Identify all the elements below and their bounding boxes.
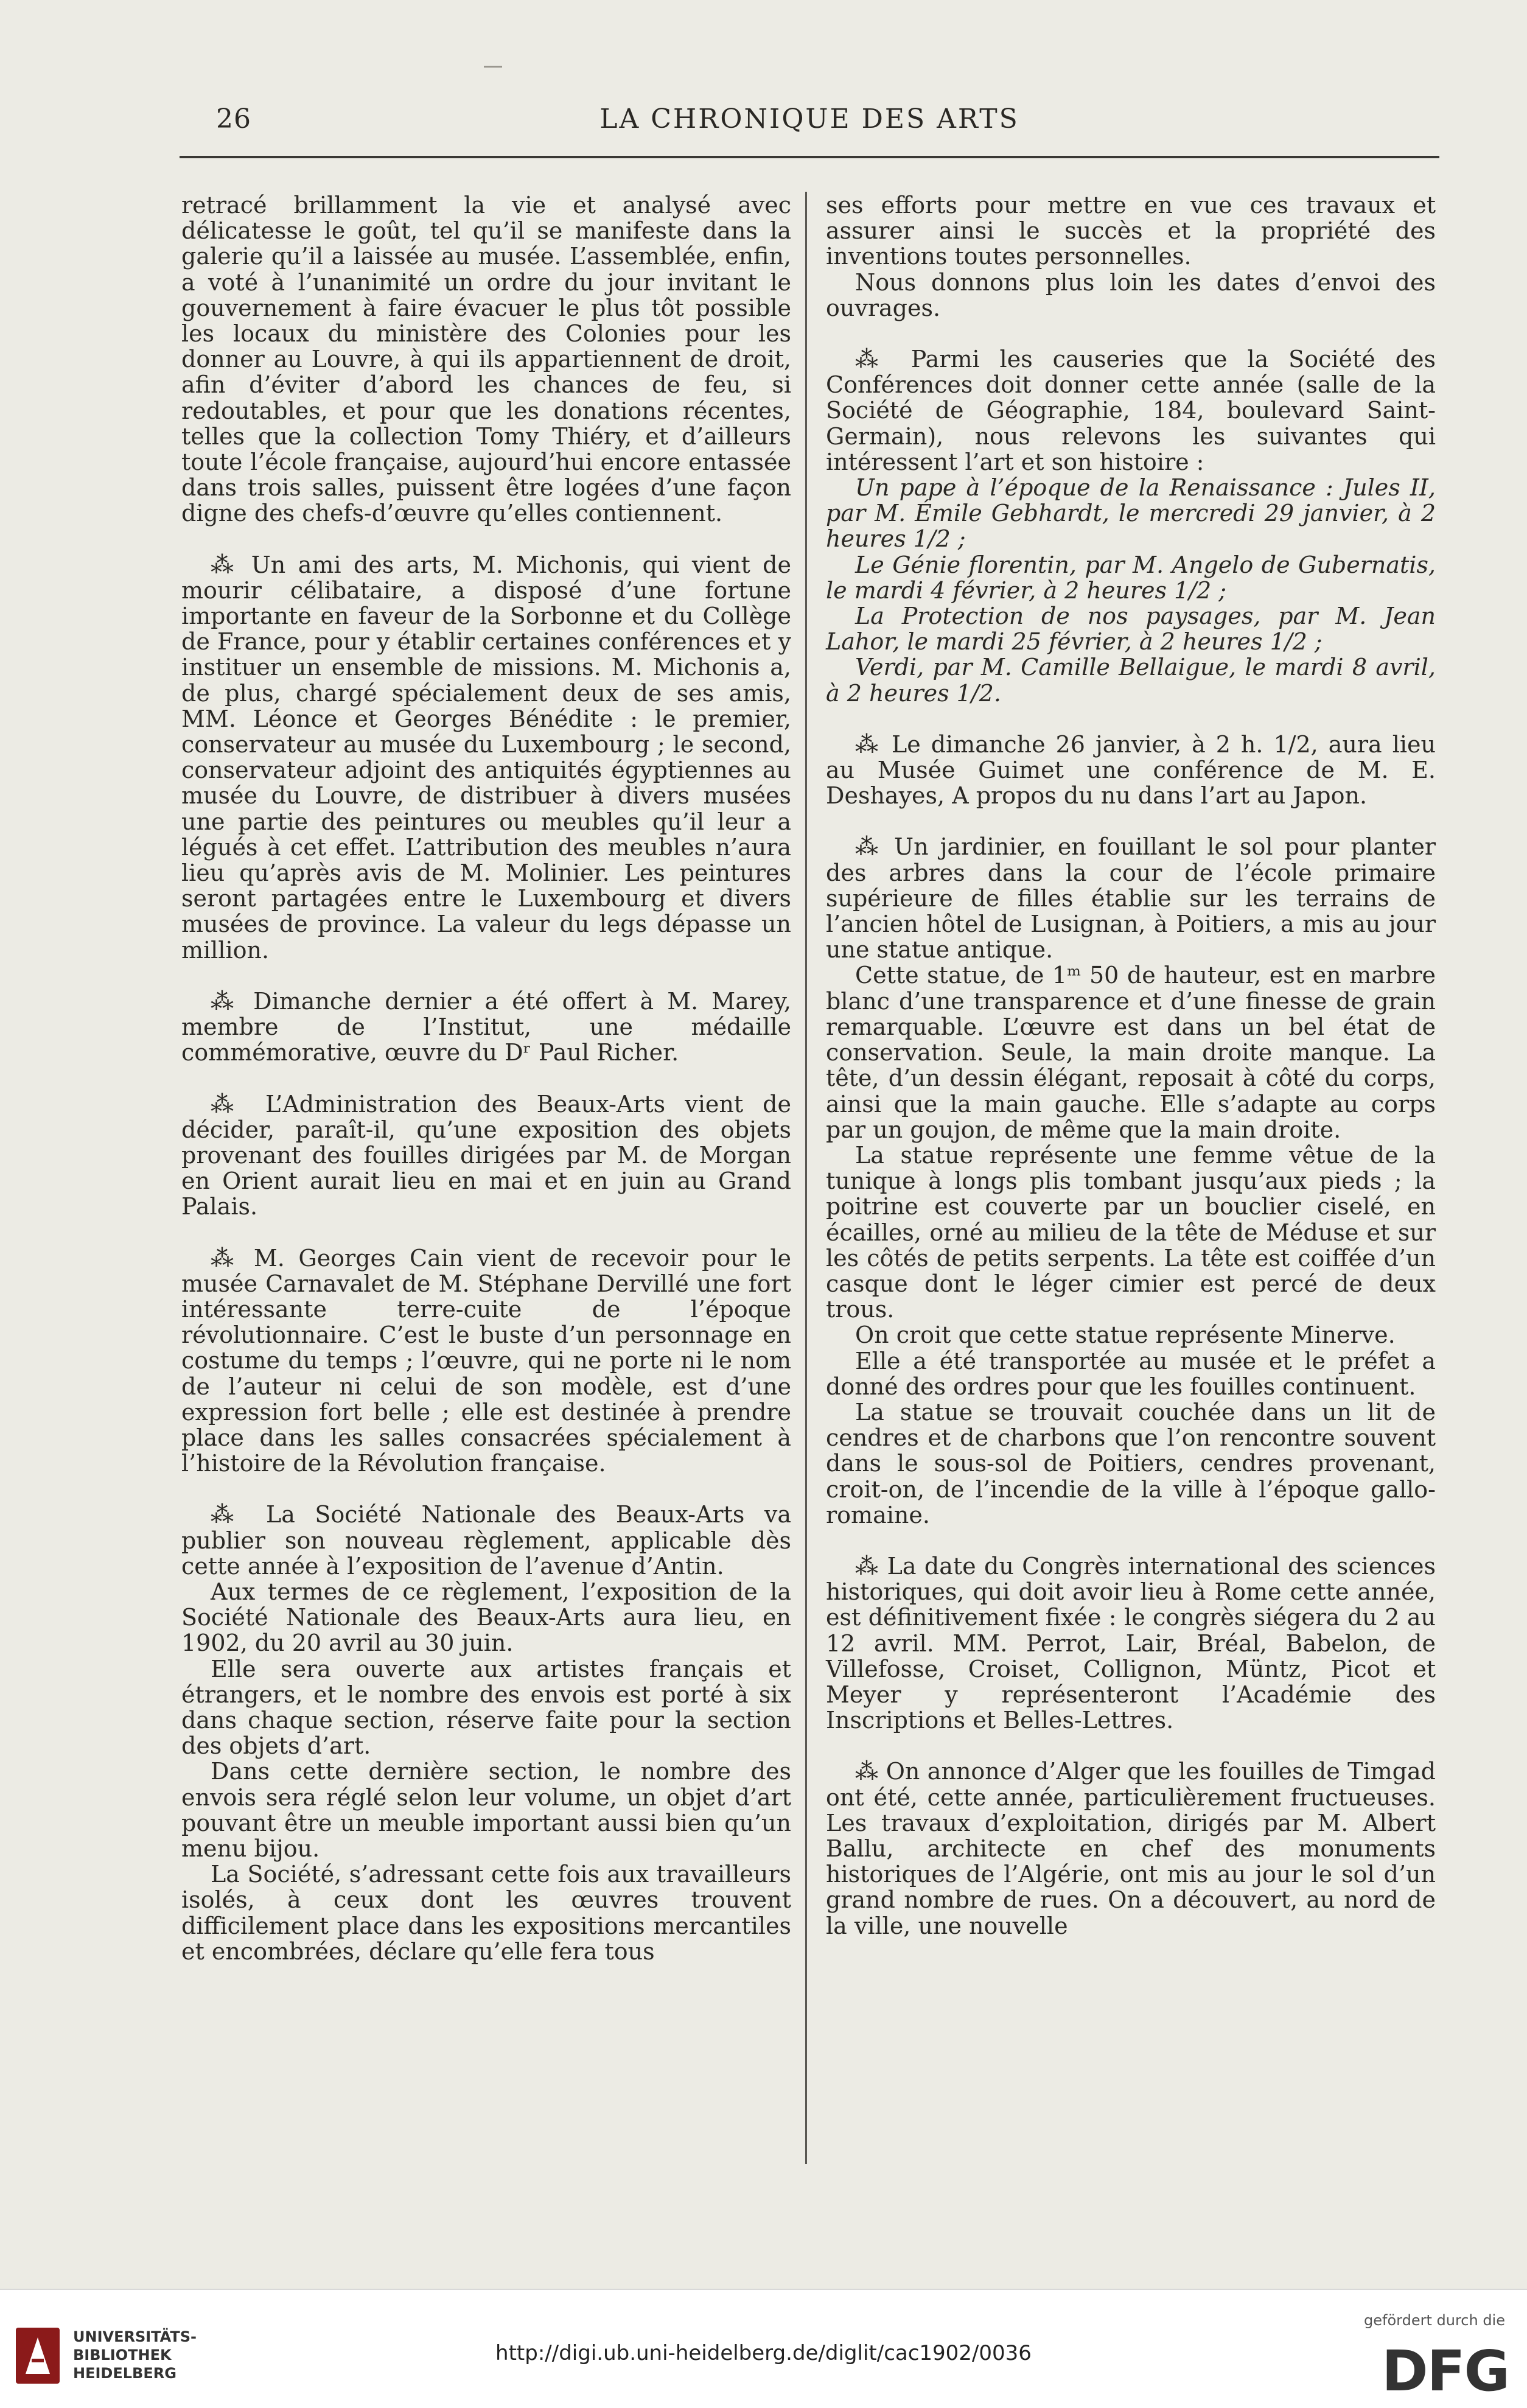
paragraph: Cette statue, de 1ᵐ 50 de hauteur, est en marbre blanc d’une transparence et d’une finesse de grain remarquable. L’œuvre est dans un bel état de conservation. Seule, la main droite manque. La tête, d’un dessin élégant, reposait à côté du corps, ainsi que la main gauche. Elle s’adapte au corps par un goujon, de même que la main droite. [826,962,1436,1143]
lecture-entry [826,603,1436,654]
funding-note: gefördert durch die [1364,2312,1505,2329]
lecture-entry-text: Un pape à l’époque de la Renaissance : Jules II, par M. Émile Gebhardt, le mercredi 29 janvier, à 2 heures 1/2 ; [826,474,1436,553]
paragraph: Elle a été transportée au musée et le préfet a donné des ordres pour que les fouilles continuent. [826,1347,1436,1400]
lecture-entry-text: La Protection de nos paysages, par M. Jean Lahor, le mardi 25 février, à 2 heures 1/2 ; [826,603,1436,656]
lecture-entry-text: Le Génie florentin, par M. Angelo de Gubernatis, le mardi 4 février, à 2 heures 1/2 ; [826,551,1436,604]
paragraph: ⁂ Le dimanche 26 janvier, à 2 h. 1/2, aura lieu au Musée Guimet une conférence de M. E. Deshayes, A propos du nu dans l’art au Japon. [826,730,1436,810]
right-column [826,192,1436,1939]
lecture-entry [826,475,1436,552]
page-header [180,103,1439,146]
paragraph: On croit que cette statue représente Minerve. [855,1321,1396,1349]
paragraph: ⁂ M. Georges Cain vient de recevoir pour le musée Carnavalet de M. Stéphane Dervillé une fort intéressante terre-cuite de l’époque révolutionnaire. C’est le buste d’un personnage en costume du temps ; l’œuvre, qui ne porte ni le nom de l’auteur ni celui de son modèle, est d’une expression fort belle ; elle est destinée à prendre place dans les salles consacrées spécialement à l’histoire de la Révolution française. [181,1244,791,1477]
paragraph: ses efforts pour mettre en vue ces travaux et assurer ainsi le succès et la propriété des inventions toutes personnelles. [826,192,1436,270]
page-mark [484,66,502,68]
library-name-line: UNIVERSITÄTS- [73,2328,197,2345]
paragraph: La Société, s’adressant cette fois aux travailleurs isolés, à ceux dont les œuvres trouvent difficilement place dans les expositions mercantiles et encombrées, déclare qu’elle fera tous [181,1861,791,1965]
lecture-entry [826,552,1436,603]
dfg-logo-icon: DFG [1382,2339,1509,2404]
library-name-line: HEIDELBERG [73,2365,176,2382]
page-number: 26 [216,103,251,135]
running-title: LA CHRONIQUE DES ARTS [599,103,1019,135]
lecture-entry [826,654,1436,705]
lecture-entry-text: Verdi, par M. Camille Bellaigue, le mardi 8 avril, à 2 heures 1/2. [826,654,1436,707]
paragraph: ⁂ Un jardinier, en fouillant le sol pour planter des arbres dans la cour de l’école primaire supérieure de filles établie sur les terrains de l’ancien hôtel de Lusignan, à Poitiers, a mis au jour une statue antique. [826,833,1436,964]
source-url-link[interactable]: http://digi.ub.uni-heidelberg.de/diglit/cac1902/0036 [495,2341,1032,2365]
paragraph: La statue représente une femme vêtue de la tunique à longs plis tombant jusqu’aux pieds ; la poitrine est couverte par un bouclier ciselé, en écailles, orné au milieu de la tête de Méduse et sur les côtés de petits serpents. La tête est coiffée d’un casque dont le léger cimier est percé de deux trous. [826,1141,1436,1323]
left-column [181,192,791,1964]
paragraph: ⁂ On annonce d’Alger que les fouilles de Timgad ont été, cette année, particulièrement fructueuses. Les travaux d’exploitation, dirigés par M. Albert Ballu, architecte en chef des monuments historiques de l’Algérie, ont mis au jour le sol d’un grand nombre de rues. On a découvert, au nord de la ville, une nouvelle [826,1758,1436,1939]
paragraph: ⁂ L’Administration des Beaux-Arts vient de décider, paraît-il, qu’une exposition des objets provenant des fouilles dirigées par M. de Morgan en Orient aurait lieu en mai et en juin au Grand Palais. [181,1090,791,1220]
paragraph: ⁂ La date du Congrès international des sciences historiques, qui doit avoir lieu à Rome cette année, est définitivement fixée : le congrès siégera du 2 au 12 avril. MM. Perrot, Lair, Bréal, Babelon, de Villefosse, Croiset, Collignon, Müntz, Picot et Meyer y représenteront l’Académie des Inscriptions et Belles-Lettres. [826,1552,1436,1734]
paragraph: Aux termes de ce règlement, l’exposition de la Société Nationale des Beaux-Arts aura lieu, en 1902, du 20 avril au 30 juin. [181,1578,791,1657]
paragraph: ⁂ Un ami des arts, M. Michonis, qui vient de mourir célibataire, a disposé d’une fortune importante en faveur de la Sorbonne et du Collège de France, pour y établir certaines conférences et y instituer un ensemble de missions. M. Michonis a, de plus, chargé spécialement deux de ses amis, MM. Léonce et Georges Bénédite : le premier, conservateur au musée du Luxembourg ; le second, conservateur adjoint des antiquités égyptiennes au musée du Louvre, de distribuer à divers musées une partie des peintures ou meubles qu’il leur a légués à cet effet. L’attribution des meubles n’aura lieu qu’après avis de M. Molinier. Les peintures seront partagées entre le Luxembourg et divers musées de province. La valeur du legs dépasse un million. [181,551,791,964]
paragraph: ⁂ Dimanche dernier a été offert à M. Marey, membre de l’Institut, une médaille commémorative, œuvre du Dʳ Paul Richer. [181,987,791,1066]
paragraph: retracé brillamment la vie et analysé avec délicatesse le goût, tel qu’il se manifeste dans la galerie qu’il a laissée au musée. L’assemblée, enfin, a voté à l’unanimité un ordre du jour invitant le gouvernement à faire évacuer le plus tôt possible les locaux du ministère des Colonies pour les donner au Louvre, à qui ils appartiennent de droit, afin d’éviter d’abord les chances de feu, si redoutables, et pour que les donations récentes, telles que la collection Tomy Thiéry, et d’ailleurs toute l’école française, aujourd’hui encore entassée dans trois salles, puissent être logées d’une façon digne des chefs-d’œuvre qu’elles contiennent. [181,192,791,527]
paragraph: Nous donnons plus loin les dates d’envoi des ouvrages. [826,268,1436,321]
digitization-footer [0,2289,1527,2408]
header-rule [180,156,1439,158]
column-divider [805,192,807,2164]
paragraph: Dans cette dernière section, le nombre des envois sera réglé selon leur volume, un objet d’art pouvant être un meuble important aussi bien qu’un menu bijou. [181,1758,791,1862]
library-name-line: BIBLIOTHEK [73,2347,172,2364]
paragraph: ⁂ Parmi les causeries que la Société des Conférences doit donner cette année (salle de la Société de Géographie, 184, boulevard Saint-Germain), nous relevons les suivantes qui intéressent l’art et son histoire : [826,346,1436,475]
paragraph: La statue se trouvait couchée dans un lit de cendres et de charbons que l’on rencontre souvent dans le sous-sol de Poitiers, cendres provenant, croit-on, de l’incendie de la ville à l’époque gallo-romaine. [826,1398,1436,1528]
paragraph: Elle sera ouverte aux artistes français et étrangers, et le nombre des envois est porté à six dans chaque section, réserve faite pour la section des objets d’art. [181,1655,791,1760]
paragraph: ⁂ La Société Nationale des Beaux-Arts va publier son nouveau règlement, applicable dès cette année à l’exposition de l’avenue d’Antin. [181,1501,791,1580]
